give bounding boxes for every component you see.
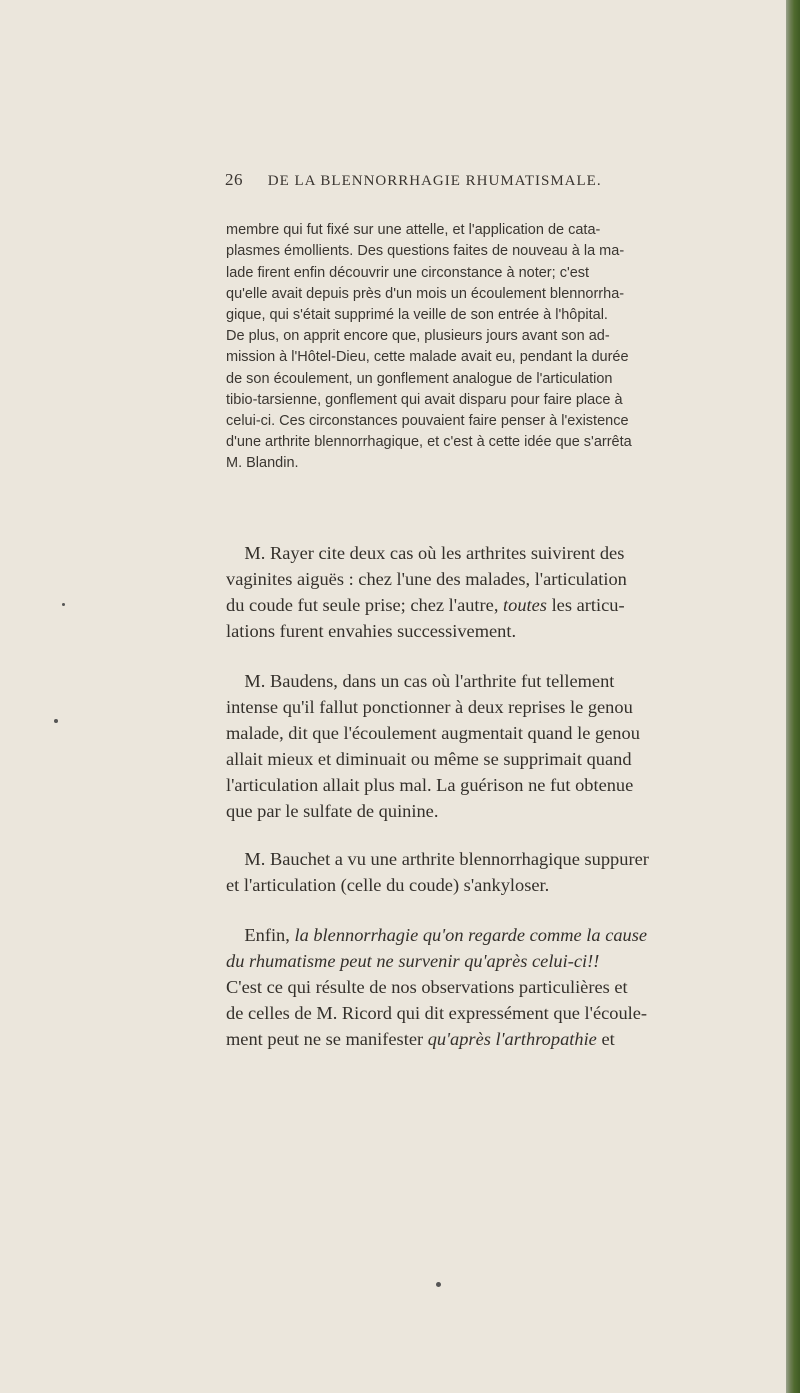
text-line [226, 668, 666, 694]
text-line: C'est ce qui résulte de nos observations particulières et [226, 977, 628, 997]
text-line: mission à l'Hôtel-Dieu, cette malade avait eu, pendant la durée [226, 349, 629, 366]
text-line [226, 1026, 666, 1052]
text-span: les articu- [546, 595, 625, 615]
italic-span: toutes [503, 595, 547, 615]
text-span: M. Rayer cite deux cas où les arthrites suivirent des [244, 543, 625, 563]
text-line: membre qui fut fixé sur une attelle, et l'application de cata- [226, 222, 601, 239]
text-line: lade firent enfin découvrir une circonstance à noter; c'est [226, 264, 590, 281]
italic-span: qu'après l'arthropathie [427, 1029, 597, 1049]
chapter-title: DE LA BLENNORRHAGIE RHUMATISMALE. [267, 173, 602, 189]
text-line: intense qu'il fallut ponctionner à deux reprises le genou [226, 697, 633, 717]
text-line: tibio-tarsienne, gonflement qui avait disparu pour faire place à [226, 391, 623, 408]
ink-speck [54, 719, 58, 723]
text-span: du coude fut seule prise; chez l'autre, [226, 595, 504, 615]
text-line: et l'articulation (celle du coude) s'ankyloser. [226, 875, 550, 895]
ink-speck [62, 603, 65, 606]
text-line [226, 846, 666, 872]
page-number: 26 [225, 170, 243, 189]
text-line: gique, qui s'était supprimé la veille de son entrée à l'hôpital. [226, 307, 608, 324]
text-line: l'articulation allait plus mal. La guérison ne fut obtenue [226, 775, 634, 795]
page-edge-binding [786, 0, 800, 1393]
running-head [225, 170, 745, 190]
text-line: lations furent envahies successivement. [226, 621, 517, 641]
italic-span: du rhumatisme peut ne survenir qu'après celui-ci!! [226, 951, 600, 971]
paragraph-conclusion [226, 896, 666, 1104]
text-line: de son écoulement, un gonflement analogue de l'articulation [226, 370, 613, 387]
text-span: M. Bauchet a vu une arthrite blennorrhagique suppurer [244, 849, 649, 869]
text-span: M. Baudens, dans un cas où l'arthrite fut tellement [244, 671, 615, 691]
ink-speck [436, 1282, 441, 1287]
text-line [226, 540, 666, 566]
text-span: Enfin, [244, 925, 295, 945]
italic-span: la blennorrhagie qu'on regarde comme la cause [294, 925, 648, 945]
text-line: allait mieux et diminuait ou même se supprimait quand [226, 749, 632, 769]
text-line: d'une arthrite blennorrhagique, et c'est à cette idée que s'arrêta [226, 434, 632, 451]
text-line [226, 948, 666, 974]
text-line: qu'elle avait depuis près d'un mois un écoulement blennorrha- [226, 285, 625, 302]
text-line: de celles de M. Ricord qui dit expressément que l'écoule- [226, 1003, 648, 1023]
text-span: et [596, 1029, 615, 1049]
small-print-paragraph [226, 199, 656, 517]
text-line: que par le sulfate de quinine. [226, 801, 439, 821]
text-line: De plus, on apprit encore que, plusieurs jours avant son ad- [226, 328, 610, 345]
text-line [226, 592, 666, 618]
text-line: vaginites aiguës : chez l'une des malades, l'articulation [226, 569, 627, 589]
text-line: M. Blandin. [226, 455, 299, 472]
text-line: celui-ci. Ces circonstances pouvaient faire penser à l'existence [226, 413, 629, 430]
text-line: malade, dit que l'écoulement augmentait quand le genou [226, 723, 640, 743]
text-line [226, 922, 666, 948]
text-span: ment peut ne se manifester [226, 1029, 428, 1049]
text-line: plasmes émollients. Des questions faites de nouveau à la ma- [226, 243, 625, 260]
